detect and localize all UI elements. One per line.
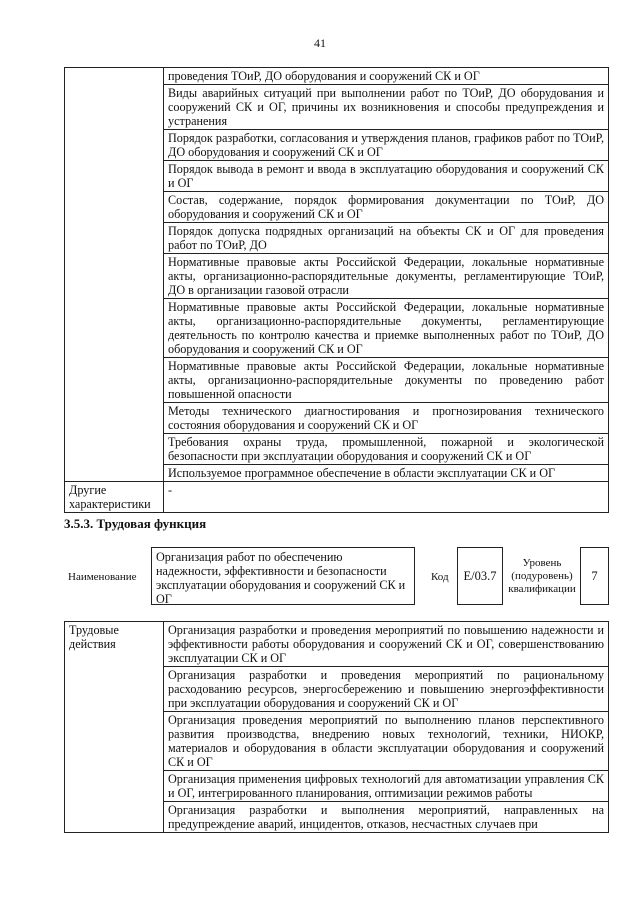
labor-actions-label: Трудовые действия — [65, 622, 164, 833]
other-characteristics-label: Другие характеристики — [65, 482, 164, 513]
code-box: E/03.7 — [457, 547, 503, 605]
requirement-cell: Используемое программное обеспечение в области эксплуатации СК и ОГ — [164, 465, 609, 482]
requirement-cell: проведения ТОиР, ДО оборудования и сооружений СК и ОГ — [164, 68, 609, 85]
level-label: Уровень (подуровень) квалификации — [508, 557, 576, 595]
requirement-cell: Требования охраны труда, промышленной, пожарной и экологической безопасности при эксплуатации оборудования и сооружений СК и ОГ — [164, 434, 609, 465]
table-row — [65, 68, 609, 85]
name-label: Наименование — [68, 571, 137, 583]
requirement-cell: Порядок разработки, согласования и утверждения планов, графиков работ по ТОиР, ДО оборудования и сооружений СК и ОГ — [164, 130, 609, 161]
requirement-cell: Состав, содержание, порядок формирования документации по ТОиР, ДО оборудования и сооружений СК и ОГ — [164, 192, 609, 223]
action-cell: Организация применения цифровых технологий для автоматизации управления СК и ОГ, интегрированного планирования, оптимизации режимов работы — [164, 771, 609, 802]
requirement-cell: Нормативные правовые акты Российской Федерации, локальные нормативные акты, организационно-распорядительные документы, регламентирующие деятельность по контролю качества и приемке выполненных работ по ТОиР, ДО оборудования и сооружений СК и ОГ — [164, 299, 609, 358]
table-row — [65, 622, 609, 667]
requirements-table — [64, 67, 609, 513]
label-cell-empty — [65, 68, 164, 482]
requirement-cell: Нормативные правовые акты Российской Федерации, локальные нормативные акты, организационно-распорядительные документы по проведению работ повышенной опасности — [164, 358, 609, 403]
section-heading: 3.5.3. Трудовая функция — [64, 516, 207, 531]
level-box: 7 — [580, 547, 609, 605]
action-cell: Организация проведения мероприятий по выполнению планов перспективного развития производства, внедрению новых технологий, техники, НИОКР, материалов и оборудования в области эксплуатации оборудования и сооружений СК и ОГ — [164, 712, 609, 771]
code-label: Код — [431, 571, 449, 583]
labor-actions-table — [64, 621, 609, 833]
other-characteristics-value: - — [164, 482, 609, 513]
page-number: 41 — [314, 36, 326, 50]
action-cell: Организация разработки и проведения мероприятий по повышению надежности и эффективности работы оборудования и сооружений СК и ОГ, совершенствованию эксплуатации СК и ОГ — [164, 622, 609, 667]
requirement-cell: Нормативные правовые акты Российской Федерации, локальные нормативные акты, организационно-распорядительные документы, регламентирующие ТОиР, ДО в организации газовой отрасли — [164, 254, 609, 299]
table-row — [65, 482, 609, 513]
requirement-cell: Методы технического диагностирования и прогнозирования технического состояния оборудования и сооружений СК и ОГ — [164, 403, 609, 434]
requirement-cell: Порядок допуска подрядных организаций на объекты СК и ОГ для проведения работ по ТОиР, ДО — [164, 223, 609, 254]
requirement-cell: Виды аварийных ситуаций при выполнении работ по ТОиР, ДО оборудования и сооружений СК и ОГ, причины их возникновения и способы предупреждения и устранения — [164, 85, 609, 130]
action-cell: Организация разработки и проведения мероприятий по рациональному расходованию ресурсов, энергосбережению и повышению энергоэффективности при эксплуатации оборудования и сооружений СК и ОГ — [164, 667, 609, 712]
function-name-box: Организация работ по обеспечению надежности, эффективности и безопасности эксплуатации оборудования и сооружений СК и ОГ — [151, 547, 415, 605]
action-cell: Организация разработки и выполнения мероприятий, направленных на предупреждение аварий, инцидентов, отказов, несчастных случаев при — [164, 802, 609, 833]
requirement-cell: Порядок вывода в ремонт и ввода в эксплуатацию оборудования и сооружений СК и ОГ — [164, 161, 609, 192]
